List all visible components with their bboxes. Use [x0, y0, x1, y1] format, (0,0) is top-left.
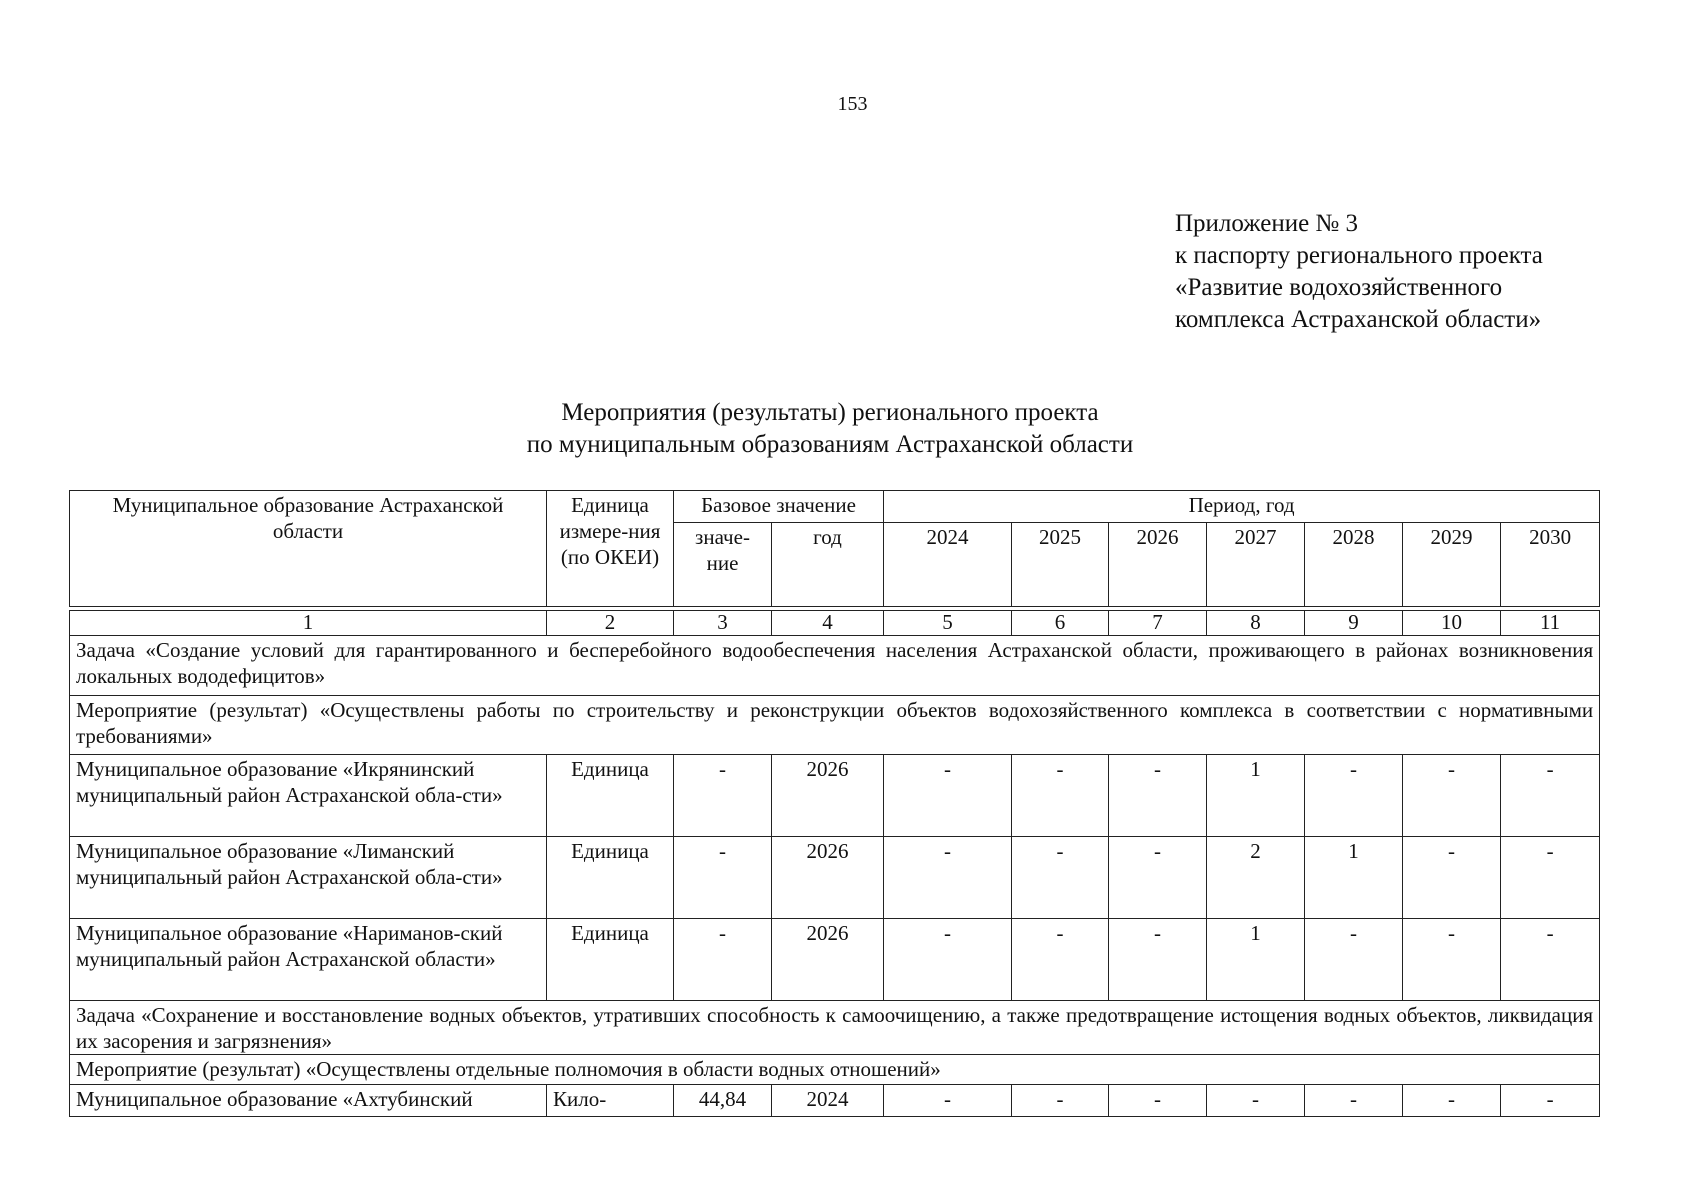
- event-row: Мероприятие (результат) «Осуществлены работы по строительству и реконструкции объектов водохозяйственного комплекса в соответствии с нормативными требованиями»: [70, 696, 1600, 755]
- value-2029: -: [1403, 919, 1501, 1001]
- header-year-2024: 2024: [884, 523, 1012, 607]
- appendix-line: к паспорту регионального проекта: [1175, 242, 1543, 269]
- value-2027: 1: [1207, 919, 1305, 1001]
- title-line: Мероприятия (результаты) регионального проекта: [561, 399, 1099, 426]
- document-title: [0, 397, 1660, 461]
- column-number-row: [70, 611, 1600, 636]
- header-year-2025: 2025: [1012, 523, 1109, 607]
- events-table: [69, 490, 1600, 1117]
- value-2028: -: [1305, 1085, 1403, 1117]
- unit-cell: Кило-: [547, 1085, 674, 1117]
- municipality-name: Муниципальное образование «Ахтубинский: [70, 1085, 547, 1117]
- column-number: 10: [1403, 611, 1501, 636]
- value-2024: -: [884, 1085, 1012, 1117]
- task-row: Задача «Создание условий для гарантированного и бесперебойного водообеспечения населения Астраханской области, проживающего в районах возникновения локальных вододефицитов»: [70, 636, 1600, 696]
- event-row: Мероприятие (результат) «Осуществлены отдельные полномочия в области водных отношений»: [70, 1055, 1600, 1085]
- column-number: 5: [884, 611, 1012, 636]
- appendix-line: комплекса Астраханской области»: [1175, 306, 1542, 333]
- header-municipality: Муниципальное образование Астраханской области: [70, 491, 547, 607]
- unit-cell: Единица: [547, 755, 674, 837]
- column-number: 8: [1207, 611, 1305, 636]
- column-number: 4: [772, 611, 884, 636]
- header-year-2030: 2030: [1501, 523, 1600, 607]
- header-year: год: [772, 523, 884, 607]
- column-number: 1: [70, 611, 547, 636]
- table-row: [70, 837, 1600, 919]
- value-2026: -: [1109, 837, 1207, 919]
- value-2030: -: [1501, 919, 1600, 1001]
- column-number: 7: [1109, 611, 1207, 636]
- value-2029: -: [1403, 837, 1501, 919]
- unit-cell: Единица: [547, 837, 674, 919]
- base-year-cell: 2024: [772, 1085, 884, 1117]
- value-2030: -: [1501, 755, 1600, 837]
- value-2025: -: [1012, 1085, 1109, 1117]
- appendix-line: Приложение № 3: [1175, 210, 1359, 237]
- value-2029: -: [1403, 1085, 1501, 1117]
- header-year-2028: 2028: [1305, 523, 1403, 607]
- page-number: 153: [837, 93, 868, 115]
- task-row: Задача «Сохранение и восстановление водных объектов, утративших способность к самоочищению, а также предотвращение истощения водных объектов, ликвидация их засорения и загрязнения»: [70, 1001, 1600, 1055]
- value-2025: -: [1012, 755, 1109, 837]
- appendix-block: [1175, 208, 1543, 336]
- municipality-name: Муниципальное образование «Икрянинский муниципальный район Астраханской обла-сти»: [70, 755, 547, 837]
- value-2025: -: [1012, 837, 1109, 919]
- value-2026: -: [1109, 755, 1207, 837]
- value-2028: -: [1305, 755, 1403, 837]
- value-2024: -: [884, 919, 1012, 1001]
- table-row: [70, 1085, 1600, 1117]
- column-number: 6: [1012, 611, 1109, 636]
- value-2025: -: [1012, 919, 1109, 1001]
- table-row: [70, 755, 1600, 837]
- base-value-cell: -: [674, 919, 772, 1001]
- column-number: 11: [1501, 611, 1600, 636]
- header-period: Период, год: [884, 491, 1600, 523]
- header-unit: Единица измере-ния (по ОКЕИ): [547, 491, 674, 607]
- column-number: 9: [1305, 611, 1403, 636]
- header-base-value: Базовое значение: [674, 491, 884, 523]
- municipality-name: Муниципальное образование «Нариманов-ский муниципальный район Астраханской области»: [70, 919, 547, 1001]
- header-value: значе-ние: [674, 523, 772, 607]
- unit-cell: Единица: [547, 919, 674, 1001]
- value-2030: -: [1501, 1085, 1600, 1117]
- value-2029: -: [1403, 755, 1501, 837]
- appendix-line: «Развитие водохозяйственного: [1175, 274, 1503, 301]
- header-year-2027: 2027: [1207, 523, 1305, 607]
- column-number: 2: [547, 611, 674, 636]
- municipality-name: Муниципальное образование «Лиманский муниципальный район Астраханской обла-сти»: [70, 837, 547, 919]
- base-value-cell: -: [674, 837, 772, 919]
- base-year-cell: 2026: [772, 919, 884, 1001]
- base-year-cell: 2026: [772, 755, 884, 837]
- table-row: [70, 919, 1600, 1001]
- header-year-2026: 2026: [1109, 523, 1207, 607]
- value-2027: 1: [1207, 755, 1305, 837]
- base-value-cell: -: [674, 755, 772, 837]
- value-2027: 2: [1207, 837, 1305, 919]
- value-2026: -: [1109, 919, 1207, 1001]
- value-2028: -: [1305, 919, 1403, 1001]
- value-2024: -: [884, 755, 1012, 837]
- value-2028: 1: [1305, 837, 1403, 919]
- value-2027: -: [1207, 1085, 1305, 1117]
- base-year-cell: 2026: [772, 837, 884, 919]
- value-2030: -: [1501, 837, 1600, 919]
- column-number: 3: [674, 611, 772, 636]
- title-line: по муниципальным образованиям Астраханской области: [526, 431, 1134, 458]
- value-2024: -: [884, 837, 1012, 919]
- value-2026: -: [1109, 1085, 1207, 1117]
- header-year-2029: 2029: [1403, 523, 1501, 607]
- base-value-cell: 44,84: [674, 1085, 772, 1117]
